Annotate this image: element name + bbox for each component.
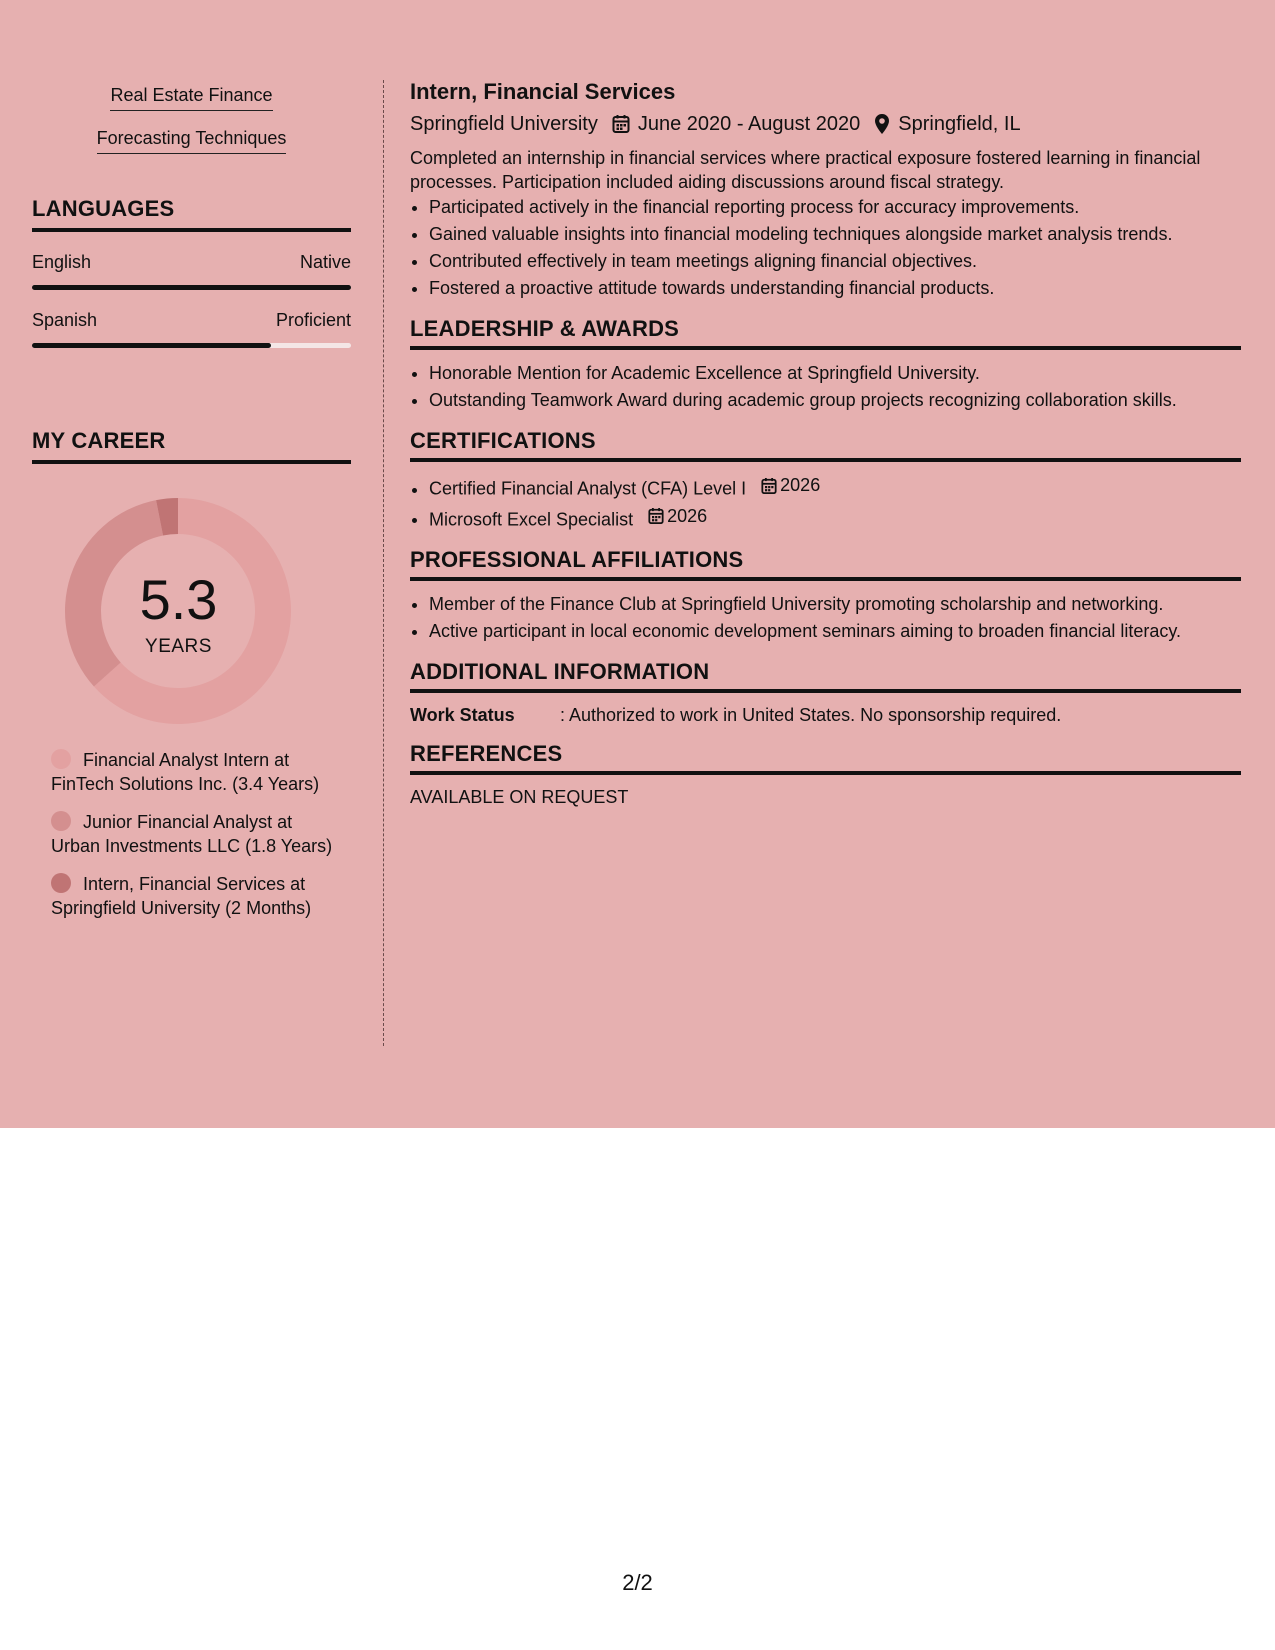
certification-year: 2026 (780, 475, 821, 495)
language-proficiency-bar (32, 343, 351, 348)
column-divider (383, 80, 384, 1046)
leadership-section (410, 316, 1241, 414)
language-proficiency-bar (32, 285, 351, 290)
certifications-heading: CERTIFICATIONS (410, 428, 1241, 462)
certification-name: Microsoft Excel Specialist (429, 509, 634, 529)
career-heading: MY CAREER (32, 428, 351, 464)
language-name: English (32, 252, 92, 272)
affiliations-heading: PROFESSIONAL AFFILIATIONS (410, 547, 1241, 581)
certifications-section (410, 428, 1241, 533)
language-level: Proficient (275, 310, 351, 330)
job-bullet: • Participated actively in the financial reporting process for accuracy improvements. (429, 194, 1241, 221)
certification-item (429, 503, 1241, 534)
job-title: Intern, Financial Services (410, 79, 676, 104)
work-status-value: : Authorized to work in United States. No sponsorship required. (560, 705, 1062, 725)
location-pin-icon (874, 113, 890, 135)
legend-dot (51, 749, 71, 769)
calendar-icon (761, 477, 777, 495)
skill-item-real-estate-finance[interactable]: Real Estate Finance (110, 84, 272, 111)
career-legend-text: Intern, Financial Services at Springfield University (2 Months) (51, 874, 312, 918)
job-meta (410, 110, 1241, 138)
affiliation-item: • Member of the Finance Club at Springfield University promoting scholarship and networking. (429, 591, 1241, 618)
job-location: Springfield, IL (898, 112, 1021, 135)
references-section (410, 741, 1241, 809)
affiliation-item: • Active participant in local economic development seminars aiming to broaden financial literacy. (429, 618, 1241, 645)
page-number: 2/2 (622, 1570, 653, 1595)
job-bullet: • Contributed effectively in team meetings aligning financial objectives. (429, 248, 1241, 275)
language-proficiency-fill (32, 285, 351, 290)
language-item-english (32, 252, 351, 290)
career-legend-item (51, 748, 341, 796)
calendar-icon (612, 114, 630, 134)
languages-heading: LANGUAGES (32, 196, 351, 232)
career-total-unit: YEARS (145, 636, 212, 657)
career-total-value: 5.3 (139, 568, 218, 631)
language-level: Native (299, 252, 351, 272)
job-description: Completed an internship in financial services where practical exposure fostered learning in financial processes. Participation included aiding discussions around fiscal strategy. (410, 148, 1201, 192)
job-bullets (410, 194, 1241, 302)
leadership-heading: LEADERSHIP & AWARDS (410, 316, 1241, 350)
skills-list (32, 84, 351, 154)
career-legend-text: Financial Analyst Intern at FinTech Solutions Inc. (3.4 Years) (51, 750, 320, 794)
certification-item (429, 472, 1241, 503)
languages-section (32, 196, 351, 348)
affiliations-section (410, 547, 1241, 645)
references-text: AVAILABLE ON REQUEST (410, 787, 629, 807)
additional-info-section (410, 659, 1241, 727)
calendar-icon (648, 507, 664, 525)
leadership-item: • Outstanding Teamwork Award during academic group projects recognizing collaboration skills. (429, 387, 1241, 414)
career-section (32, 428, 351, 920)
legend-dot (51, 873, 71, 893)
career-legend-text: Junior Financial Analyst at Urban Investments LLC (1.8 Years) (51, 812, 333, 856)
language-item-spanish (32, 310, 351, 348)
work-status-row (410, 703, 1241, 727)
additional-info-heading: ADDITIONAL INFORMATION (410, 659, 1241, 693)
company-name: Springfield University (410, 112, 598, 135)
career-legend-item (51, 872, 341, 920)
language-name: Spanish (32, 310, 98, 330)
job-dates: June 2020 - August 2020 (637, 112, 861, 135)
language-proficiency-fill (32, 343, 271, 348)
main-content (410, 78, 1241, 809)
certification-name: Certified Financial Analyst (CFA) Level I (429, 478, 747, 499)
career-legend-item (51, 810, 341, 858)
references-heading: REFERENCES (410, 741, 1241, 775)
legend-dot (51, 811, 71, 831)
job-bullet: • Gained valuable insights into financial modeling techniques alongside market analysis trends. (429, 221, 1241, 248)
career-donut-chart (32, 498, 351, 738)
work-status-label: Work Status (410, 705, 515, 725)
job-bullet: • Fostered a proactive attitude towards understanding financial products. (429, 275, 1241, 302)
skill-item-forecasting-techniques[interactable]: Forecasting Techniques (97, 127, 287, 154)
sidebar (32, 84, 351, 934)
experience-entry (410, 78, 1241, 302)
certification-year: 2026 (667, 505, 708, 526)
leadership-item: • Honorable Mention for Academic Excellence at Springfield University. (429, 360, 1241, 387)
career-legend (32, 748, 341, 920)
